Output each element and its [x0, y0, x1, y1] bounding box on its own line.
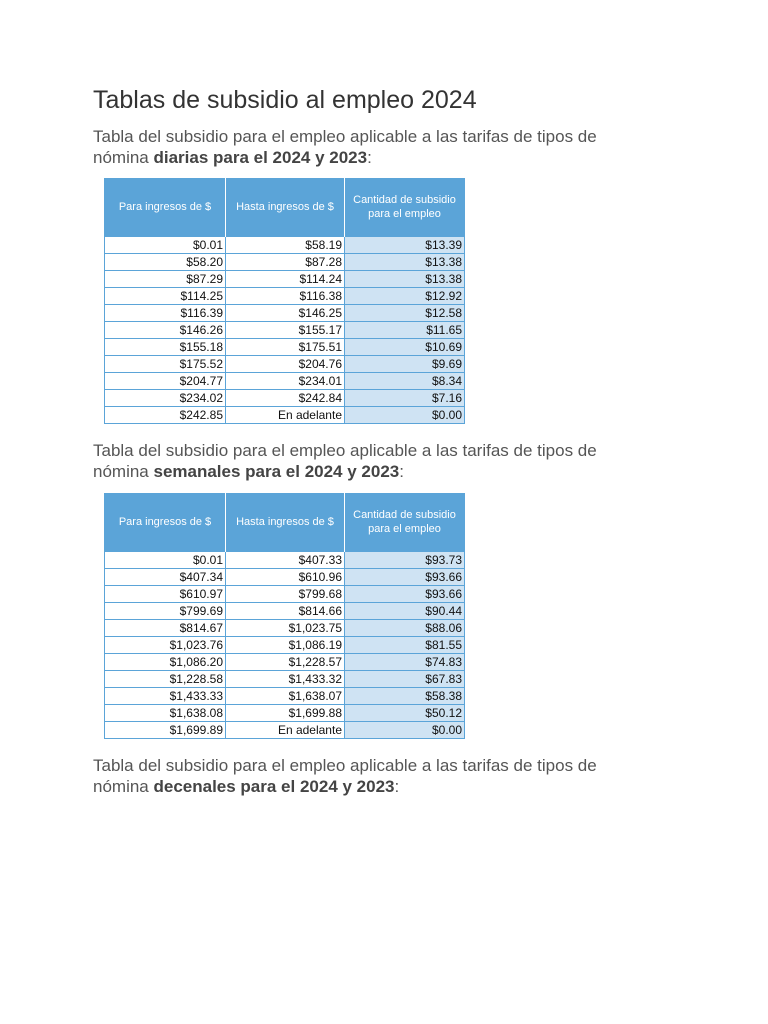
table-row	[105, 637, 465, 654]
table-row	[105, 569, 465, 586]
cell-subsidio: $0.00	[345, 722, 465, 739]
cell-subsidio: $8.34	[345, 373, 465, 390]
cell-subsidio: $58.38	[345, 688, 465, 705]
cell-subsidio: $67.83	[345, 671, 465, 688]
cell-hasta-ingresos: $1,638.07	[226, 688, 345, 705]
cell-subsidio: $74.83	[345, 654, 465, 671]
cell-hasta-ingresos: $114.24	[226, 271, 345, 288]
cell-para-ingresos: $234.02	[105, 390, 226, 407]
table-row	[105, 654, 465, 671]
cell-hasta-ingresos: $116.38	[226, 288, 345, 305]
cell-hasta-ingresos: $1,023.75	[226, 620, 345, 637]
cell-para-ingresos: $116.39	[105, 305, 226, 322]
section-intro-diarias	[93, 126, 653, 168]
cell-hasta-ingresos: $799.68	[226, 586, 345, 603]
table-row	[105, 620, 465, 637]
cell-para-ingresos: $204.77	[105, 373, 226, 390]
intro-bold: decenales para el 2024 y 2023	[153, 777, 395, 796]
table-row	[105, 586, 465, 603]
cell-hasta-ingresos: $814.66	[226, 603, 345, 620]
cell-subsidio: $10.69	[345, 339, 465, 356]
table-row	[105, 705, 465, 722]
cell-subsidio: $12.58	[345, 305, 465, 322]
header-hasta-ingresos: Hasta ingresos de $	[226, 493, 345, 552]
table-row	[105, 552, 465, 569]
table-row	[105, 603, 465, 620]
table-row	[105, 288, 465, 305]
cell-hasta-ingresos: $407.33	[226, 552, 345, 569]
cell-para-ingresos: $1,699.89	[105, 722, 226, 739]
table-row	[105, 722, 465, 739]
table-row	[105, 237, 465, 254]
cell-hasta-ingresos: $175.51	[226, 339, 345, 356]
cell-subsidio: $7.16	[345, 390, 465, 407]
cell-subsidio: $90.44	[345, 603, 465, 620]
intro-text: Tabla del subsidio para el empleo aplicable a las tarifas de tipos de nómina	[93, 127, 597, 167]
cell-para-ingresos: $407.34	[105, 569, 226, 586]
cell-hasta-ingresos: $1,228.57	[226, 654, 345, 671]
table-row	[105, 322, 465, 339]
cell-subsidio: $93.73	[345, 552, 465, 569]
cell-hasta-ingresos: $1,086.19	[226, 637, 345, 654]
header-cantidad-subsidio: Cantidad de subsidio para el empleo	[345, 178, 465, 237]
table-header-row	[105, 178, 465, 237]
intro-suffix: :	[399, 462, 404, 481]
cell-subsidio: $93.66	[345, 569, 465, 586]
cell-hasta-ingresos: $242.84	[226, 390, 345, 407]
cell-para-ingresos: $1,433.33	[105, 688, 226, 705]
cell-subsidio: $88.06	[345, 620, 465, 637]
cell-hasta-ingresos: $155.17	[226, 322, 345, 339]
header-hasta-ingresos: Hasta ingresos de $	[226, 178, 345, 237]
cell-para-ingresos: $799.69	[105, 603, 226, 620]
cell-subsidio: $0.00	[345, 407, 465, 424]
cell-subsidio: $81.55	[345, 637, 465, 654]
cell-para-ingresos: $0.01	[105, 552, 226, 569]
cell-subsidio: $93.66	[345, 586, 465, 603]
intro-suffix: :	[367, 148, 372, 167]
table-row	[105, 271, 465, 288]
cell-para-ingresos: $58.20	[105, 254, 226, 271]
table-row	[105, 254, 465, 271]
table-header-row	[105, 493, 465, 552]
cell-para-ingresos: $155.18	[105, 339, 226, 356]
cell-hasta-ingresos: En adelante	[226, 407, 345, 424]
cell-subsidio: $13.38	[345, 271, 465, 288]
table-row	[105, 305, 465, 322]
section-intro-decenales	[93, 755, 653, 797]
intro-suffix: :	[394, 777, 400, 796]
cell-para-ingresos: $242.85	[105, 407, 226, 424]
cell-para-ingresos: $1,086.20	[105, 654, 226, 671]
section-intro-semanales	[93, 440, 653, 482]
cell-hasta-ingresos: $58.19	[226, 237, 345, 254]
cell-subsidio: $13.39	[345, 237, 465, 254]
cell-para-ingresos: $1,023.76	[105, 637, 226, 654]
cell-para-ingresos: $814.67	[105, 620, 226, 637]
cell-subsidio: $11.65	[345, 322, 465, 339]
intro-bold: semanales para el 2024 y 2023	[153, 462, 400, 481]
cell-subsidio: $50.12	[345, 705, 465, 722]
table-row	[105, 356, 465, 373]
page-title: Tablas de subsidio al empleo 2024	[93, 86, 477, 114]
cell-para-ingresos: $87.29	[105, 271, 226, 288]
table-row	[105, 390, 465, 407]
table-row	[105, 671, 465, 688]
cell-subsidio: $9.69	[345, 356, 465, 373]
cell-hasta-ingresos: $610.96	[226, 569, 345, 586]
cell-para-ingresos: $610.97	[105, 586, 226, 603]
table-row	[105, 373, 465, 390]
intro-bold: diarias para el 2024 y 2023	[153, 148, 368, 167]
subsidy-table-semanales	[104, 493, 465, 739]
subsidy-table-diarias	[104, 178, 465, 424]
header-cantidad-subsidio: Cantidad de subsidio para el empleo	[345, 493, 465, 552]
table-row	[105, 688, 465, 705]
header-para-ingresos: Para ingresos de $	[105, 178, 226, 237]
cell-para-ingresos: $146.26	[105, 322, 226, 339]
table-row	[105, 407, 465, 424]
cell-para-ingresos: $0.01	[105, 237, 226, 254]
cell-subsidio: $13.38	[345, 254, 465, 271]
header-para-ingresos: Para ingresos de $	[105, 493, 226, 552]
cell-para-ingresos: $175.52	[105, 356, 226, 373]
table-row	[105, 339, 465, 356]
intro-text: Tabla del subsidio para el empleo aplicable a las tarifas de tipos de nómina	[93, 441, 597, 481]
cell-hasta-ingresos: $204.76	[226, 356, 345, 373]
cell-para-ingresos: $1,638.08	[105, 705, 226, 722]
cell-para-ingresos: $1,228.58	[105, 671, 226, 688]
intro-text: Tabla del subsidio para el empleo aplicable a las tarifas de tipos de nómina	[93, 756, 597, 796]
cell-hasta-ingresos: $1,433.32	[226, 671, 345, 688]
cell-hasta-ingresos: $234.01	[226, 373, 345, 390]
cell-para-ingresos: $114.25	[105, 288, 226, 305]
cell-hasta-ingresos: $87.28	[226, 254, 345, 271]
cell-hasta-ingresos: En adelante	[226, 722, 345, 739]
cell-hasta-ingresos: $146.25	[226, 305, 345, 322]
cell-hasta-ingresos: $1,699.88	[226, 705, 345, 722]
cell-subsidio: $12.92	[345, 288, 465, 305]
